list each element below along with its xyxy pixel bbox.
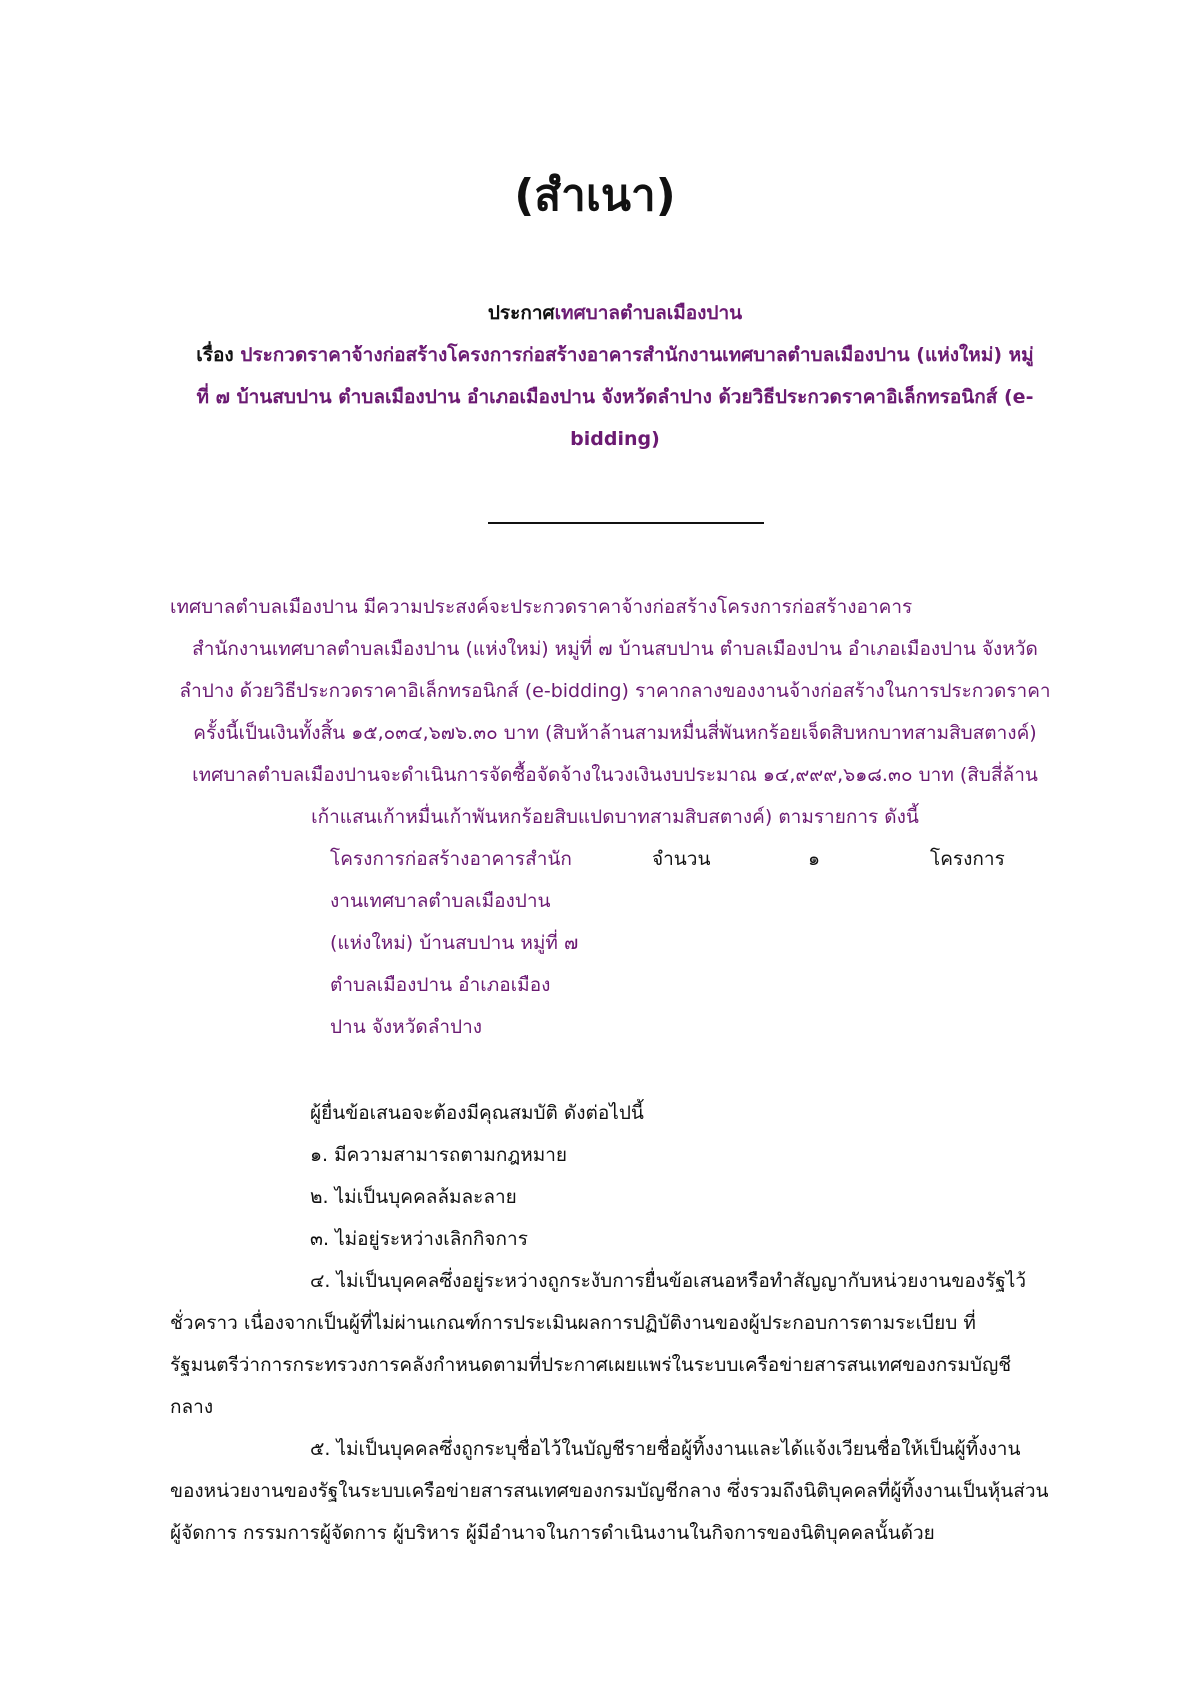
item-name-line: ตำบลเมืองปาน อำเภอเมือง <box>330 974 551 996</box>
item-qty-label: จำนวน <box>652 848 711 870</box>
subject-text: ประกวดราคาจ้างก่อสร้างโครงการก่อสร้างอาคารสำนักงานเทศบาลตำบลเมืองปาน (แห่งใหม่) หมู่ <box>240 344 1034 366</box>
intro-line: ครั้งนี้เป็นเงินทั้งสิ้น ๑๕,๐๓๔,๖๗๖.๓๐ บาท (สิบห้าล้านสามหมื่นสี่พันหกร้อยเจ็ดสิบหกบาทสามสิบสตางค์) <box>193 722 1037 744</box>
intro-line: ลำปาง ด้วยวิธีประกวดราคาอิเล็กทรอนิกส์ (e-bidding) ราคากลางของงานจ้างก่อสร้างในการประกวดราคา <box>179 680 1051 702</box>
item-qty-value: ๑ <box>808 848 821 870</box>
announcement-title-line <box>150 292 1080 334</box>
announce-prefix: ประกาศ <box>487 302 555 324</box>
item-unit: โครงการ <box>930 848 1005 870</box>
item-name-line: (แห่งใหม่) บ้านสบปาน หมู่ที่ ๗ <box>330 932 579 954</box>
announcement-heading <box>150 292 1080 460</box>
qualification-item-5-line: ผู้จัดการ กรรมการผู้จัดการ ผู้บริหาร ผู้มีอำนาจในการดำเนินงานในกิจการของนิติบุคคลนั้นด้วย <box>170 1522 935 1544</box>
announcer-name: เทศบาลตำบลเมืองปาน <box>554 302 743 324</box>
copy-mark: (สำเนา) <box>514 170 676 221</box>
qualification-item: ๓. ไม่อยู่ระหว่างเลิกกิจการ <box>310 1228 528 1250</box>
qualifications-section <box>170 1092 1090 1554</box>
qualification-item-4-line: กลาง <box>170 1396 214 1418</box>
qualification-item-4-line: ชั่วคราว เนื่องจากเป็นผู้ที่ไม่ผ่านเกณฑ์การประเมินผลการปฏิบัติงานของผู้ประกอบการตามระเบียบ ที่ <box>170 1312 976 1334</box>
qualification-item: ๒. ไม่เป็นบุคคลล้มละลาย <box>310 1186 517 1208</box>
heading-divider <box>488 522 764 524</box>
subject-line-1 <box>150 334 1080 376</box>
intro-line: เทศบาลตำบลเมืองปานจะดำเนินการจัดซื้อจัดจ้างในวงเงินงบประมาณ ๑๔,๙๙๙,๖๑๘.๓๐ บาท (สิบสี่ล้าน <box>192 764 1038 786</box>
qualification-item-4-line: รัฐมนตรีว่าการกระทรวงการคลังกำหนดตามที่ประกาศเผยแพร่ในระบบเครือข่ายสารสนเทศของกรมบัญชี <box>170 1354 1012 1376</box>
intro-line: เก้าแสนเก้าหมื่นเก้าพันหกร้อยสิบแปดบาทสามสิบสตางค์) ตามรายการ ดังนี้ <box>311 806 919 828</box>
intro-paragraph <box>150 586 1080 838</box>
qualification-item-5-line: ของหน่วยงานของรัฐในระบบเครือข่ายสารสนเทศของกรมบัญชีกลาง ซึ่งรวมถึงนิติบุคคลที่ผู้ทิ้งงานเป็นหุ้นส่วน <box>170 1480 1049 1502</box>
item-name <box>330 838 630 1048</box>
intro-line: เทศบาลตำบลเมืองปาน มีความประสงค์จะประกวดราคาจ้างก่อสร้างโครงการก่อสร้างอาคาร <box>170 596 913 618</box>
item-name-line: งานเทศบาลตำบลเมืองปาน <box>330 890 551 912</box>
subject-prefix: เรื่อง <box>196 344 234 366</box>
item-name-line: โครงการก่อสร้างอาคารสำนัก <box>330 848 572 870</box>
subject-line-3: bidding) <box>570 428 660 450</box>
item-name-line: ปาน จังหวัดลำปาง <box>330 1016 483 1038</box>
subject-line-2: ที่ ๗ บ้านสบปาน ตำบลเมืองปาน อำเภอเมืองปาน จังหวัดลำปาง ด้วยวิธีประกวดราคาอิเล็กทรอนิกส์ (e- <box>196 386 1034 408</box>
qualification-item: ๑. มีความสามารถตามกฎหมาย <box>310 1144 568 1166</box>
intro-line: สำนักงานเทศบาลตำบลเมืองปาน (แห่งใหม่) หมู่ที่ ๗ บ้านสบปาน ตำบลเมืองปาน อำเภอเมืองปาน จังหวัด <box>192 638 1038 660</box>
qualification-item-5-line: ๕. ไม่เป็นบุคคลซึ่งถูกระบุชื่อไว้ในบัญชีรายชื่อผู้ทิ้งงานและได้แจ้งเวียนชื่อให้เป็นผู้ทิ้งงาน <box>310 1438 1021 1460</box>
qualification-item-4-line: ๔. ไม่เป็นบุคคลซึ่งอยู่ระหว่างถูกระงับการยื่นข้อเสนอหรือทำสัญญากับหน่วยงานของรัฐไว้ <box>310 1270 1026 1292</box>
qualifications-intro: ผู้ยื่นข้อเสนอจะต้องมีคุณสมบัติ ดังต่อไปนี้ <box>310 1102 644 1124</box>
